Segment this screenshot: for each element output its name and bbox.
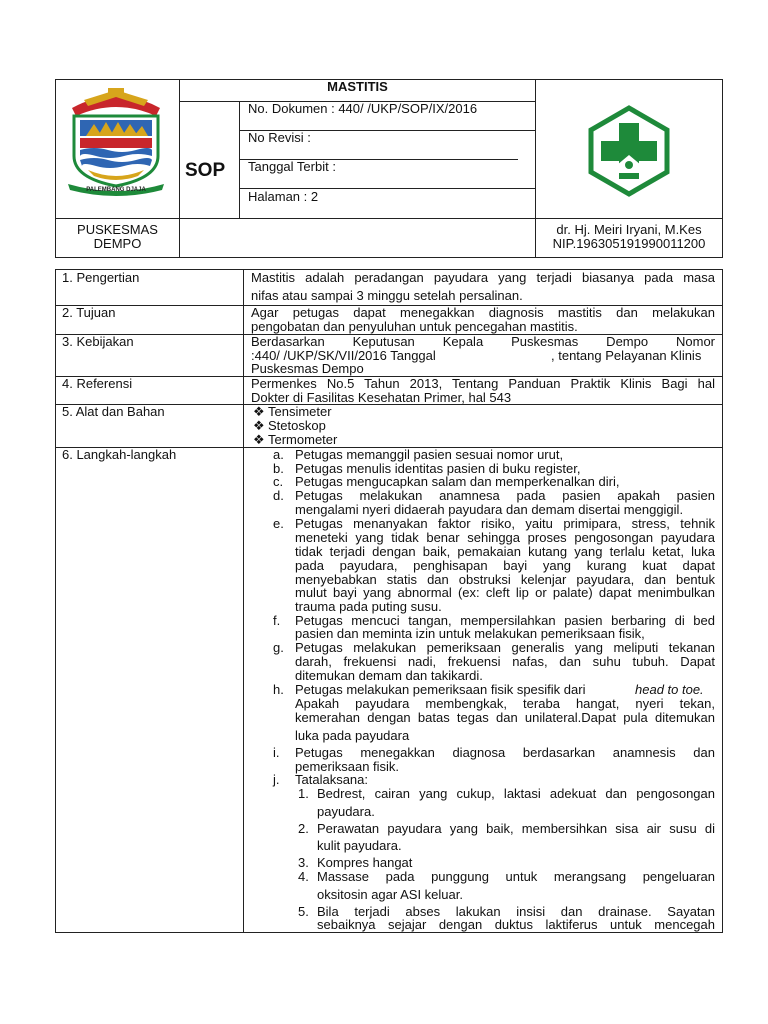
- signer-name: dr. Hj. Meiri Iryani, M.Kes: [556, 222, 702, 237]
- step-e-line7: trauma pada puting susu.: [295, 599, 442, 614]
- step-g-line2: darah, frekuensi nadi, frekuensi nafas, dan suhu tubuh. Dapat: [295, 654, 715, 669]
- tata-4-line1: Massase pada punggung untuk merangsang pengeluaran: [317, 869, 715, 884]
- step-a-line1: Petugas memanggil pasien sesuai nomor urut,: [295, 447, 564, 462]
- tata-num-1: 1.: [298, 786, 309, 801]
- step-i-line1: Petugas menegakkan diagnosa berdasarkan anamnesis dan: [295, 745, 715, 760]
- org-name-line1: PUSKESMAS: [77, 222, 158, 237]
- doc-title: MASTITIS: [327, 79, 388, 94]
- tata-5-line1: Bila terjadi abses lakukan insisi dan drainase. Sayatan: [317, 904, 715, 919]
- no-revisi: No Revisi :: [248, 130, 311, 145]
- palembang-crest-logo: [64, 86, 168, 198]
- tata-4-line2: oksitosin agar ASI keluar.: [317, 887, 463, 902]
- kebijakan-line2a: :440/ /UKP/SK/VII/2016 Tanggal: [251, 348, 436, 363]
- label-alat: 5. Alat dan Bahan: [62, 404, 165, 419]
- tata-num-3: 3.: [298, 855, 309, 870]
- step-letter-e: e.: [273, 516, 284, 531]
- step-b-line1: Petugas menulis identitas pasien di buku register,: [295, 461, 581, 476]
- step-i-line2: pemeriksaan fisik.: [295, 759, 400, 774]
- step-letter-h: h.: [273, 682, 284, 697]
- step-e-line3: tidak terjadi dengan baik, pemakaian kutang yang terlalu ketat, luka: [295, 544, 715, 559]
- tata-2-line2: kulit payudara.: [317, 838, 402, 853]
- tanggal-terbit: Tanggal Terbit :: [248, 159, 336, 174]
- kebijakan-line1: Berdasarkan Keputusan Kepala Puskesmas Dempo Nomor: [251, 334, 715, 349]
- alat-item-2: Stetoskop: [268, 418, 326, 433]
- org-name-line2: DEMPO: [93, 236, 142, 251]
- step-f-line1: Petugas mencuci tangan, mempersilahkan pasien berbaring di bed: [295, 613, 715, 628]
- step-letter-d: d.: [273, 488, 284, 503]
- alat-bullet-3: ❖: [253, 432, 265, 447]
- step-d-line1: Petugas melakukan anamnesa pada pasien apakah pasien: [295, 488, 715, 503]
- alat-item-3: Termometer: [268, 432, 338, 447]
- step-h-line4: luka pada payudara: [295, 728, 410, 743]
- label-tujuan: 2. Tujuan: [62, 305, 116, 320]
- step-letter-i: i.: [273, 745, 280, 760]
- tata-num-2: 2.: [298, 821, 309, 836]
- kebijakan-line2b: , tentang Pelayanan Klinis: [551, 348, 702, 363]
- tata-2-line1: Perawatan payudara yang baik, membersihkan sisa air susu di: [317, 821, 715, 836]
- logo-caption: PALEMBANG DJAJA: [86, 187, 146, 193]
- step-letter-a: a.: [273, 447, 284, 462]
- tata-1-line2: payudara.: [317, 804, 375, 819]
- label-langkah: 6. Langkah-langkah: [62, 447, 177, 462]
- step-d-line2: mengalami nyeri didaerah payudara dan demam disertai menggigil.: [295, 502, 684, 517]
- sop-label: SOP: [185, 160, 226, 181]
- tata-1-line1: Bedrest, cairan yang cukup, laktasi adekuat dan pengosongan: [317, 786, 715, 801]
- pengertian-line2: nifas atau sampai 3 minggu setelah persalinan.: [251, 288, 523, 303]
- referensi-line2: Dokter di Fasilitas Kesehatan Primer, hal 543: [251, 390, 512, 405]
- alat-bullet-1: ❖: [253, 404, 265, 419]
- step-h-line1-italic: head to toe.: [635, 682, 704, 697]
- label-referensi: 4. Referensi: [62, 376, 133, 391]
- pengertian-line1: Mastitis adalah peradangan payudara yang terjadi biasanya pada masa: [251, 270, 715, 285]
- step-g-line3: ditemukan demam dan takikardi.: [295, 668, 483, 683]
- step-j-line1: Tatalaksana:: [295, 772, 368, 787]
- step-h-line2: Apakah payudara membengkak, teraba hangat, nyeri tekan,: [295, 696, 715, 711]
- step-e-line2: meneteki yang tidak benar sehingga proses pengosongan payudara: [295, 530, 715, 545]
- signer-nip: NIP.196305191990011200: [552, 236, 706, 251]
- tata-num-4: 4.: [298, 869, 309, 884]
- step-c-line1: Petugas mengucapkan salam dan memperkenalkan diri,: [295, 474, 620, 489]
- step-e-line6: mulut bayi yang abnormal (ex: cleft lip or palate) dapat menimbulkan: [295, 585, 715, 600]
- step-letter-g: g.: [273, 640, 284, 655]
- referensi-line1: Permenkes No.5 Tahun 2013, Tentang Panduan Praktik Klinis Bagi hal: [251, 376, 715, 391]
- no-dokumen: No. Dokumen : 440/ /UKP/SOP/IX/2016: [248, 101, 478, 116]
- step-letter-f: f.: [273, 613, 281, 628]
- step-letter-b: b.: [273, 461, 284, 476]
- label-kebijakan: 3. Kebijakan: [62, 334, 134, 349]
- step-e-line5: menyebabkan statis dan obstruksi kelenjar payudara, dan bentuk: [295, 572, 715, 587]
- step-g-line1: Petugas melakukan pemeriksaan generalis yang meliputi tekanan: [295, 640, 715, 655]
- tata-5-line2: sebaiknya sejajar dengan duktus laktiferus untuk mencegah: [317, 917, 715, 932]
- step-letter-c: c.: [273, 474, 284, 489]
- alat-bullet-2: ❖: [253, 418, 265, 433]
- step-e-line4: pada payudara, penghisapan bayi yang kurang kuat dapat: [295, 558, 715, 573]
- puskesmas-logo: [583, 105, 675, 197]
- tujuan-line2: pengobatan dan penyuluhan untuk pencegahan mastitis.: [251, 319, 578, 334]
- step-e-line1: Petugas menanyakan faktor risiko, yaitu primipara, stress, tehnik: [295, 516, 715, 531]
- step-h-line3: kemerahan dengan batas tegas dan unilateral.Dapat pula ditemukan: [295, 710, 715, 725]
- tata-3-line1: Kompres hangat: [317, 855, 413, 870]
- halaman: Halaman : 2: [248, 189, 319, 204]
- tujuan-line1: Agar petugas dapat menegakkan diagnosis mastitis dan melakukan: [251, 305, 715, 320]
- kebijakan-line3: Puskesmas Dempo: [251, 361, 364, 376]
- tata-num-5: 5.: [298, 904, 309, 919]
- label-pengertian: 1. Pengertian: [62, 270, 140, 285]
- step-f-line2: pasien dan meminta izin untuk melakukan pemeriksaan fisik,: [295, 626, 645, 641]
- step-letter-j: j.: [273, 772, 280, 787]
- step-h-line1-text: Petugas melakukan pemeriksaan fisik spesifik dari: [295, 682, 586, 697]
- alat-item-1: Tensimeter: [268, 404, 332, 419]
